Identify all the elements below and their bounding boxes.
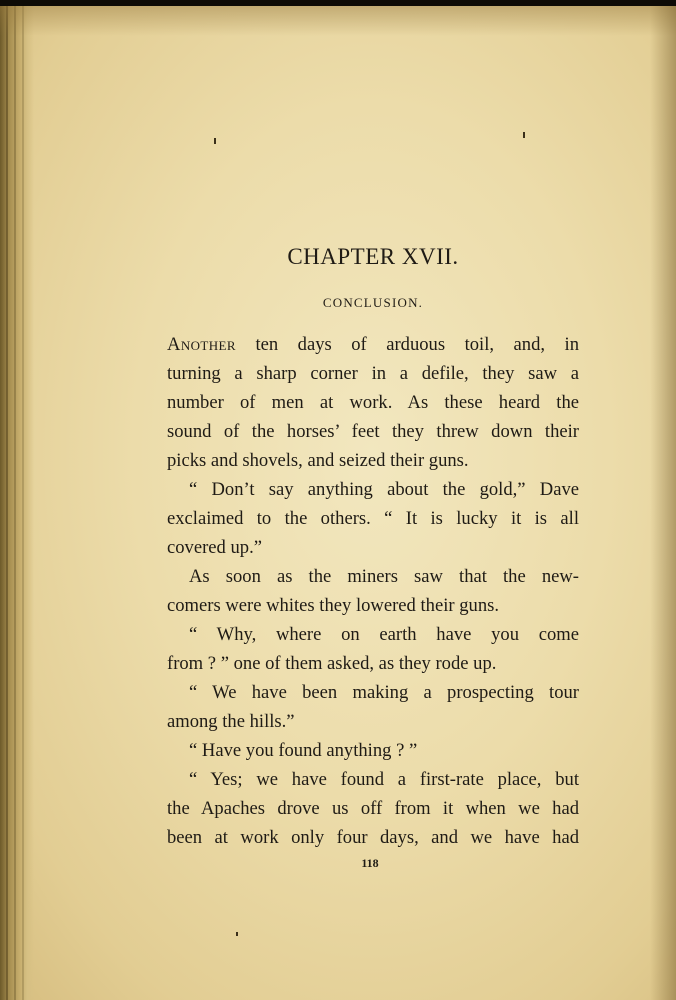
text-line-content: ten days of arduous toil, and, in [235, 334, 579, 355]
body-text [167, 330, 579, 852]
text-line: turning a sharp corner in a defile, they saw a [167, 363, 579, 384]
opening-word: Another [167, 334, 236, 355]
text-line: from ? ” one of them asked, as they rode up. [167, 653, 497, 674]
chapter-subtitle: CONCLUSION. [322, 295, 424, 310]
spine-edge-line [22, 6, 24, 1000]
text-line: covered up.” [167, 537, 262, 558]
text-line: exclaimed to the others. “ It is lucky it is all [167, 508, 579, 529]
spine-edge-line [6, 6, 8, 1000]
right-edge-shadow [650, 6, 676, 1000]
text-line: comers were whites they lowered their guns. [167, 595, 500, 616]
text-line: “ Yes; we have found a first-rate place, but [189, 769, 579, 790]
text-line: among the hills.” [167, 711, 295, 732]
text-line: sound of the horses’ feet they threw down their [167, 421, 579, 442]
text-line: the Apaches drove us off from it when we had [167, 798, 579, 819]
text-line: As soon as the miners saw that the new- [189, 566, 579, 587]
text-line: “ Why, where on earth have you come [189, 624, 579, 645]
page-number: 118 [361, 856, 379, 870]
top-edge-shadow [0, 6, 676, 36]
book-page [0, 6, 676, 1000]
text-line: picks and shovels, and seized their guns. [167, 450, 469, 471]
text-line: “ Don’t say anything about the gold,” Dave [189, 479, 579, 500]
text-line: “ Have you found anything ? ” [189, 740, 418, 761]
print-speck [214, 138, 216, 144]
text-line [167, 330, 579, 359]
text-line: number of men at work. As these heard the [167, 392, 579, 413]
text-line: been at work only four days, and we have had [167, 827, 579, 848]
text-line: “ We have been making a prospecting tour [189, 682, 579, 703]
print-speck [236, 932, 238, 936]
spine-edge-line [14, 6, 16, 1000]
print-speck [523, 132, 525, 138]
chapter-title: CHAPTER XVII. [287, 244, 459, 269]
